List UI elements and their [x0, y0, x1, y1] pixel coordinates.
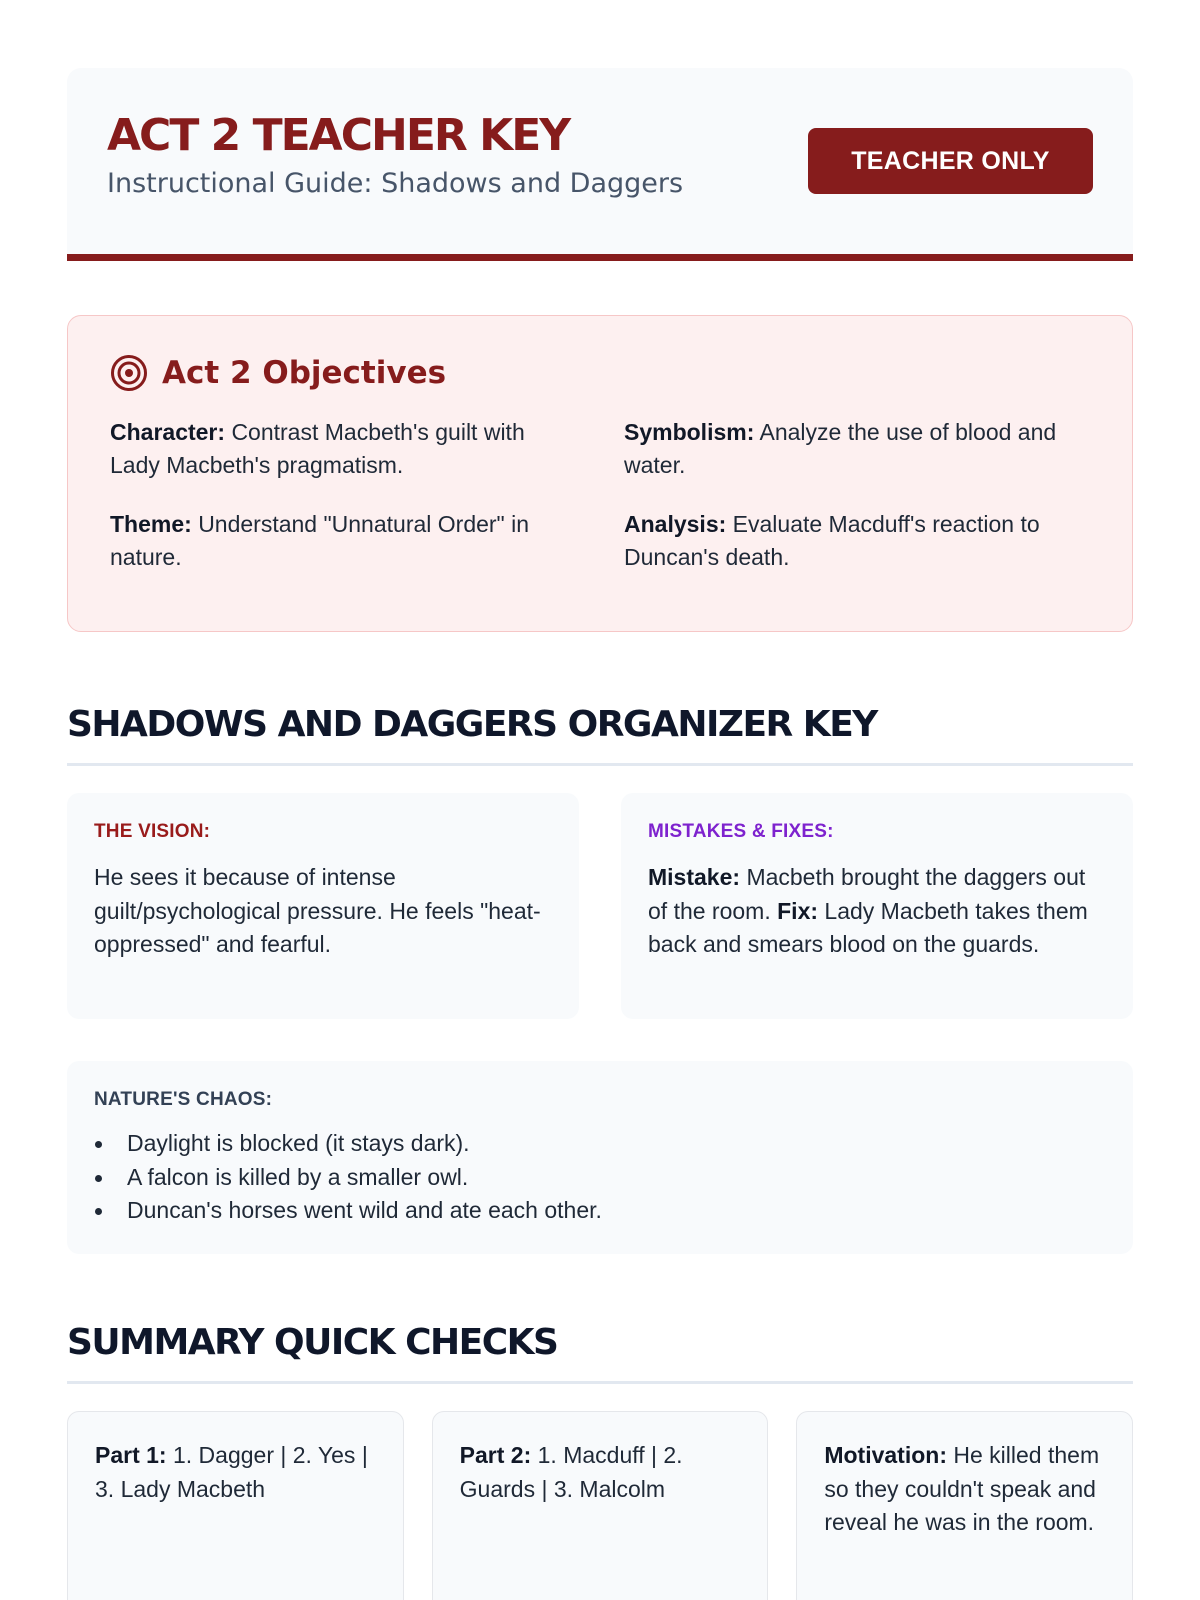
objective-theme [110, 508, 576, 574]
summary-label: Motivation: [824, 1442, 947, 1468]
mistakes-text [648, 861, 1106, 962]
summary-card-part-2 [432, 1411, 769, 1600]
summary-row [67, 1411, 1133, 1600]
organizer-row [67, 793, 1133, 1019]
page-header [67, 68, 1133, 261]
objective-label: Character: [110, 419, 226, 445]
organizer-section-title: SHADOWS AND DAGGERS ORGANIZER KEY [67, 704, 1133, 766]
objective-label: Analysis: [624, 511, 727, 537]
mistake-label: Mistake: [648, 864, 741, 890]
summary-card-motivation [796, 1411, 1133, 1600]
mistake-text: Macbeth brought the daggers out of the room. [648, 864, 1086, 924]
objectives-title: Act 2 Objectives [162, 355, 447, 391]
objective-text: Contrast Macbeth's guilt with Lady Macbeth's pragmatism. [110, 419, 525, 478]
list-item: Daylight is blocked (it stays dark). [94, 1127, 1106, 1161]
objectives-heading [110, 354, 1090, 392]
mistakes-label: MISTAKES & FIXES: [648, 821, 834, 842]
objectives-grid [110, 416, 1090, 574]
objective-text: Understand "Unnatural Order" in nature. [110, 511, 530, 570]
mistakes-card [621, 793, 1133, 1019]
page-subtitle: Instructional Guide: Shadows and Daggers [107, 168, 684, 199]
vision-card [67, 793, 579, 1019]
summary-label: Part 2: [459, 1442, 532, 1468]
objective-label: Symbolism: [624, 419, 755, 445]
fix-label: Fix: [777, 897, 819, 924]
objective-symbolism [624, 416, 1090, 482]
chaos-label: NATURE'S CHAOS: [94, 1089, 273, 1110]
vision-label: THE VISION: [94, 821, 211, 842]
summary-section-title: SUMMARY QUICK CHECKS [67, 1322, 1133, 1384]
objective-text: Evaluate Macduff's reaction to Duncan's death. [624, 511, 1040, 570]
summary-card-part-1 [67, 1411, 404, 1600]
objectives-panel [67, 315, 1133, 632]
objective-character [110, 416, 576, 482]
summary-text: 1. Macduff | 2. Guards | 3. Malcolm [459, 1442, 683, 1502]
summary-label: Part 1: [95, 1442, 167, 1468]
summary-text: He killed them so they couldn't speak and reveal he was in the room. [824, 1442, 1100, 1535]
list-item: Duncan's horses went wild and ate each other. [94, 1194, 1106, 1228]
fix-text: Lady Macbeth takes them back and smears blood on the guards. [648, 897, 1088, 957]
objective-text: Analyze the use of blood and water. [624, 419, 1057, 478]
teacher-only-badge: TEACHER ONLY [808, 128, 1093, 194]
chaos-list [94, 1127, 1106, 1228]
natures-chaos-card [67, 1061, 1133, 1254]
list-item: A falcon is killed by a smaller owl. [94, 1161, 1106, 1195]
target-icon [110, 354, 148, 392]
objective-label: Theme: [110, 511, 192, 537]
objective-analysis [624, 508, 1090, 574]
page-title: ACT 2 TEACHER KEY [107, 110, 570, 161]
vision-text: He sees it because of intense guilt/psychological pressure. He feels "heat-oppressed" and fearful. [94, 864, 541, 957]
summary-text: 1. Dagger | 2. Yes | 3. Lady Macbeth [95, 1442, 368, 1502]
